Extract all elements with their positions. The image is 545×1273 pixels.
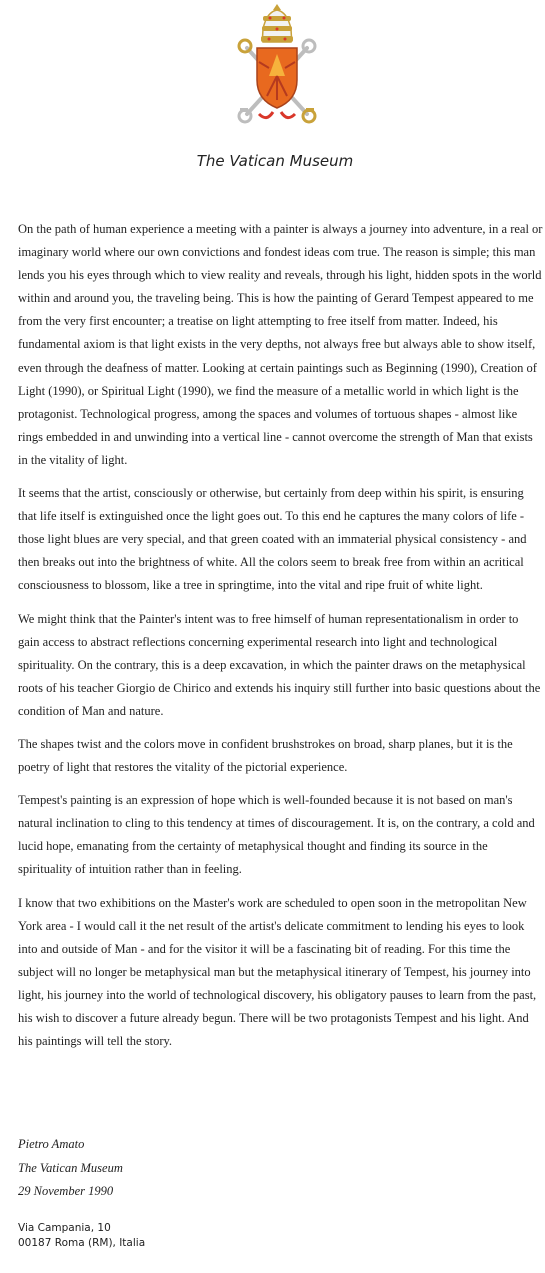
- article-paragraph: The shapes twist and the colors move in confident brushstrokes on broad, sharp planes, but it is the poetry of light that restores the vitality of the pictorial experience.: [18, 736, 513, 775]
- address-city: 00187 Roma (RM), Italia: [18, 1237, 146, 1249]
- article-body: [18, 218, 543, 1063]
- article-paragraph: I know that two exhibitions on the Master's work are scheduled to open soon in the metropolitan New York area - I would call it the net result of the artist's delicate commitment to lending his eyes to look into and outside of Man - and for the visitor it will be a fascinating bit of reading. For this time the subject will no longer be metaphysical man but the metaphysical itinerary of Tempest, his journey into light, his journey into the world of technological discovery, his obligatory pauses to learn from the past, his wish to discover a future already begun. There will be two protagonists Tempest and his light. And his paintings will tell the story.: [18, 895, 537, 1049]
- article-paragraph: We might think that the Painter's intent was to free himself of human representationalism in order to gain access to abstract reflections concerning experimental research into light and technological spirituality. On the contrary, this is a deep excavation, in which the painter draws on the metaphysical roots of his teacher Giorgio de Chirico and extends his inquiry still further into basic questions about the condition of Man and nature.: [18, 611, 541, 718]
- signature-block: [18, 1133, 123, 1204]
- signature-name: Pietro Amato: [18, 1137, 85, 1151]
- signature-date: 29 November 1990: [18, 1184, 114, 1198]
- signature-institution: The Vatican Museum: [18, 1160, 123, 1175]
- article-paragraph: It seems that the artist, consciously or otherwise, but certainly from deep within his spirit, is ensuring that life itself is extinguished once the light goes out. To this end he captures the many colors of life - those light blues are very special, and that green coated with an immaterial physical consistency - and then breaks out into the brightness of white. All the colors seem to break free from within an acritical consciousness to blossom, like a tree in springtime, into the vital and ripe fruit of white light.: [18, 486, 527, 593]
- article-paragraph: On the path of human experience a meeting with a painter is always a journey into adventure, in a real or imaginary world where our own convictions and fondest ideas com true. The reason is simple; this man lends you his eyes through which to view reality and reveals, through his light, hidden spots in the world within and around you, the traveling being. This is how the painting of Gerard Tempest appeared to me from the very first encounter; a treatise on light attempting to free itself from matter. Indeed, his fundamental axiom is that light exists in the very depths, not always free but always able to show itself, even through the deafness of matter. Looking at certain paintings such as Beginning (1990), Creation of Light (1990), or Spiritual Light (1990), we find the measure of a metallic world in which light is the protagonist. Technological progress, among the spaces and volumes of tortuous shapes - almost like rings embedded in and unwinding into a vertical line - cannot overcome the strength of Man that exists in the vitality of light.: [18, 222, 543, 467]
- page-title: The Vatican Museum: [196, 152, 354, 170]
- address-block: [18, 1221, 145, 1251]
- article-paragraph: Tempest's painting is an expression of hope which is well-founded because it is not based on man's natural inclination to cling to this tendency at times of discouragement. It is, on the contrary, a cold and lucid hope, emanating from the certainty of metaphysical thought and finding its source in the spirituality of intuition rather than in feeling.: [18, 793, 535, 877]
- address-street: Via Campania, 10: [18, 1222, 111, 1234]
- papal-coat-of-arms-icon: [229, 2, 325, 128]
